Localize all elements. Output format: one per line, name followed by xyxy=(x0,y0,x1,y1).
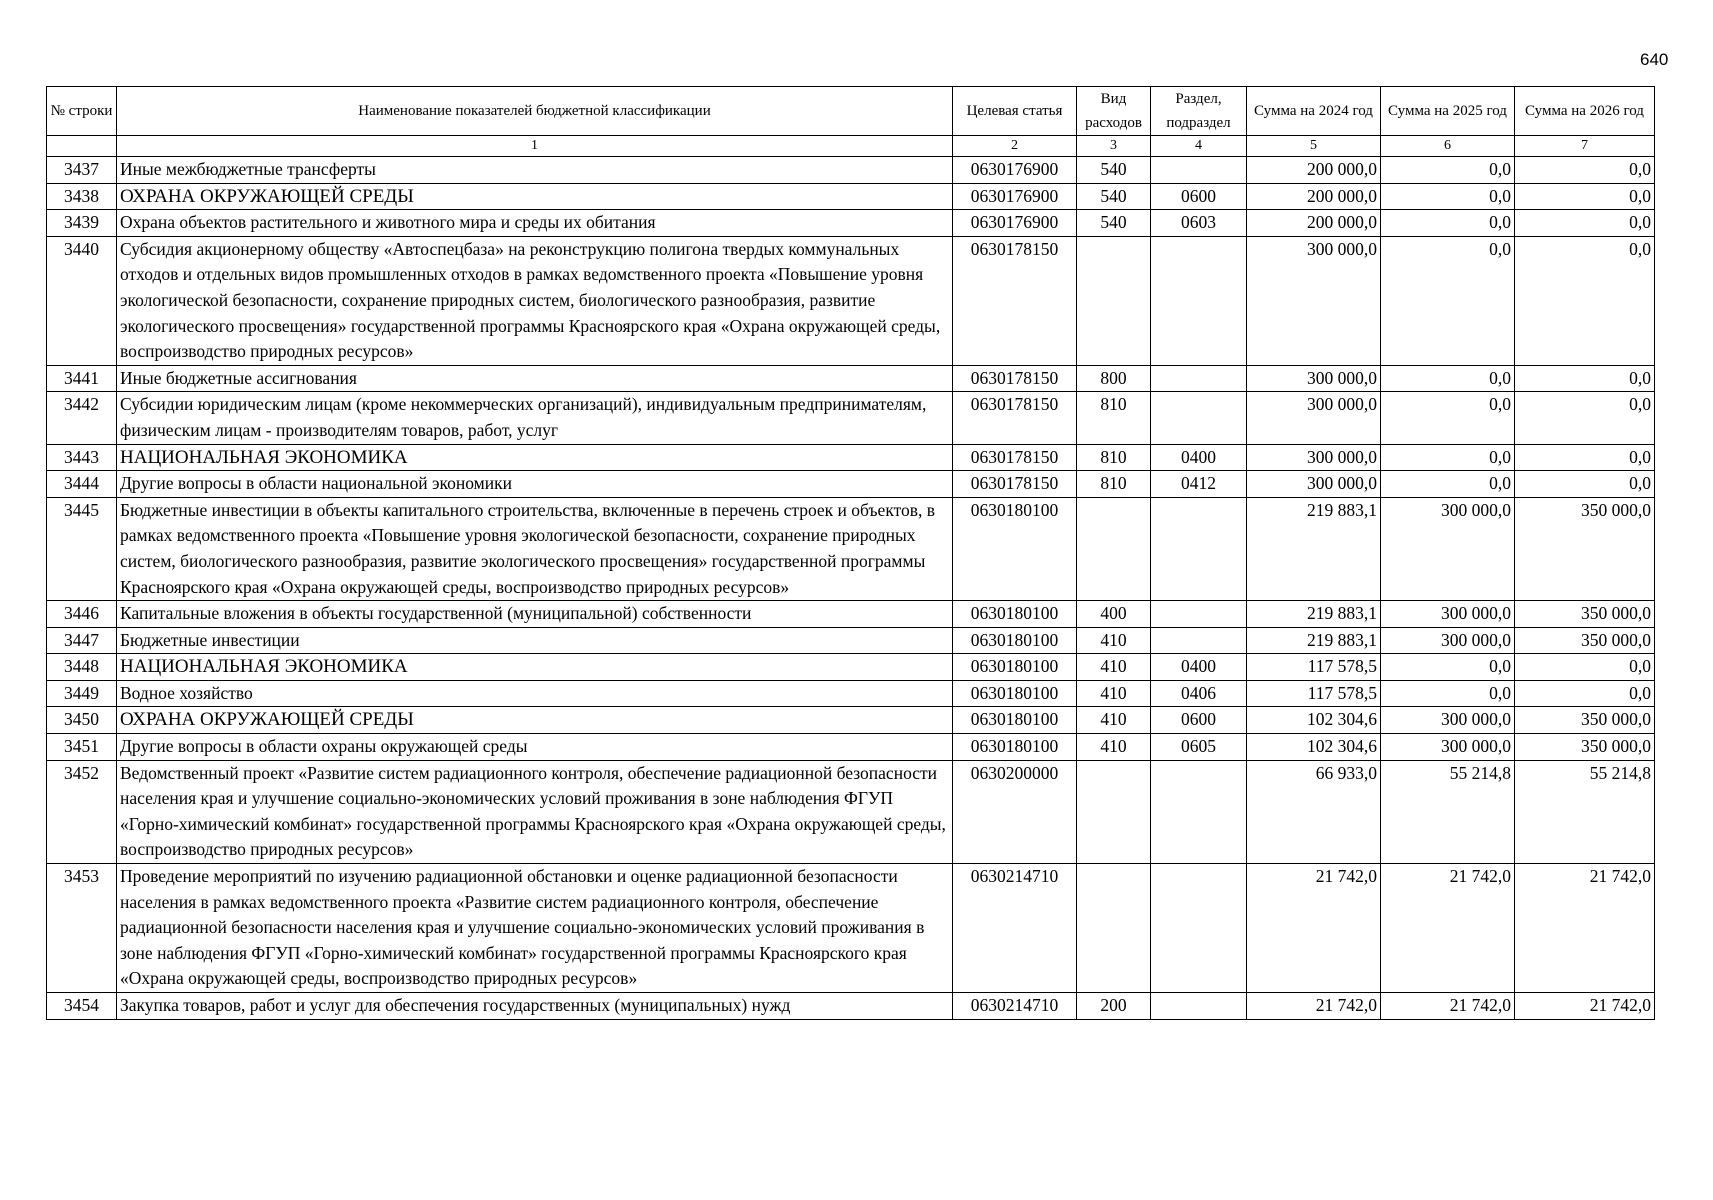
target-article-cell: 0630180100 xyxy=(953,601,1077,628)
expense-kind-cell: 540 xyxy=(1077,183,1151,210)
table-row xyxy=(47,707,1655,734)
table-row xyxy=(47,760,1655,863)
target-article-cell: 0630200000 xyxy=(953,760,1077,863)
sum-2026-cell: 350 000,0 xyxy=(1515,734,1655,761)
sum-2024-cell: 200 000,0 xyxy=(1247,210,1381,237)
sum-2024-cell: 300 000,0 xyxy=(1247,444,1381,471)
sum-2025-cell: 300 000,0 xyxy=(1381,707,1515,734)
row-number-cell: 3448 xyxy=(47,654,117,681)
sum-2025-cell: 0,0 xyxy=(1381,471,1515,498)
column-number: 7 xyxy=(1515,136,1655,157)
indicator-name-cell: ОХРАНА ОКРУЖАЮЩЕЙ СРЕДЫ xyxy=(117,183,953,210)
table-row xyxy=(47,157,1655,184)
table-row xyxy=(47,864,1655,993)
row-number-cell: 3437 xyxy=(47,157,117,184)
sum-2025-cell: 300 000,0 xyxy=(1381,627,1515,654)
row-number-cell: 3454 xyxy=(47,993,117,1020)
indicator-name-cell: Субсидии юридическим лицам (кроме некоммерческих организаций), индивидуальным предпринимателям, физическим лицам - производителям товаров, работ, услуг xyxy=(117,392,953,444)
sum-2024-cell: 200 000,0 xyxy=(1247,157,1381,184)
sum-2024-cell: 300 000,0 xyxy=(1247,236,1381,365)
expense-kind-cell xyxy=(1077,760,1151,863)
section-cell: 0600 xyxy=(1151,183,1247,210)
indicator-name-cell: ОХРАНА ОКРУЖАЮЩЕЙ СРЕДЫ xyxy=(117,707,953,734)
sum-2026-cell: 0,0 xyxy=(1515,236,1655,365)
target-article-cell: 0630180100 xyxy=(953,734,1077,761)
sum-2026-cell: 350 000,0 xyxy=(1515,601,1655,628)
sum-2026-cell: 0,0 xyxy=(1515,210,1655,237)
sum-2024-cell: 300 000,0 xyxy=(1247,471,1381,498)
target-article-cell: 0630180100 xyxy=(953,680,1077,707)
sum-2024-cell: 117 578,5 xyxy=(1247,680,1381,707)
sum-2026-cell: 0,0 xyxy=(1515,392,1655,444)
section-cell: 0605 xyxy=(1151,734,1247,761)
section-cell xyxy=(1151,760,1247,863)
expense-kind-cell xyxy=(1077,236,1151,365)
sum-2025-cell: 300 000,0 xyxy=(1381,601,1515,628)
indicator-name-cell: Капитальные вложения в объекты государственной (муниципальной) собственности xyxy=(117,601,953,628)
indicator-name-cell: Другие вопросы в области охраны окружающей среды xyxy=(117,734,953,761)
target-article-cell: 0630178150 xyxy=(953,471,1077,498)
sum-2025-cell: 300 000,0 xyxy=(1381,497,1515,600)
table-row xyxy=(47,680,1655,707)
header-sum-2024: Сумма на 2024 год xyxy=(1247,87,1381,136)
indicator-name-cell: Закупка товаров, работ и услуг для обеспечения государственных (муниципальных) нужд xyxy=(117,993,953,1020)
section-cell xyxy=(1151,392,1247,444)
sum-2024-cell: 117 578,5 xyxy=(1247,654,1381,681)
table-row xyxy=(47,601,1655,628)
row-number-cell: 3440 xyxy=(47,236,117,365)
sum-2026-cell: 21 742,0 xyxy=(1515,993,1655,1020)
sum-2024-cell: 66 933,0 xyxy=(1247,760,1381,863)
table-row xyxy=(47,236,1655,365)
table-row xyxy=(47,365,1655,392)
section-cell xyxy=(1151,365,1247,392)
column-number: 5 xyxy=(1247,136,1381,157)
table-row xyxy=(47,734,1655,761)
row-number-cell: 3453 xyxy=(47,864,117,993)
target-article-cell: 0630180100 xyxy=(953,627,1077,654)
table-row xyxy=(47,627,1655,654)
expense-kind-cell: 410 xyxy=(1077,627,1151,654)
table-row xyxy=(47,392,1655,444)
sum-2025-cell: 0,0 xyxy=(1381,157,1515,184)
sum-2026-cell: 0,0 xyxy=(1515,444,1655,471)
expense-kind-cell xyxy=(1077,864,1151,993)
sum-2025-cell: 21 742,0 xyxy=(1381,864,1515,993)
table-row xyxy=(47,471,1655,498)
indicator-name-cell: Проведение мероприятий по изучению радиационной обстановки и оценке радиационной безопасности населения в рамках ведомственного проекта «Развитие систем радиационного контроля, обеспечение радиационной безопасности населения края и улучшение социально-экономических условий проживания в зоне наблюдения ФГУП «Горно-химический комбинат» государственной программы Красноярского края «Охрана окружающей среды, воспроизводство природных ресурсов» xyxy=(117,864,953,993)
section-cell xyxy=(1151,236,1247,365)
column-number: 3 xyxy=(1077,136,1151,157)
section-cell: 0603 xyxy=(1151,210,1247,237)
section-cell xyxy=(1151,157,1247,184)
indicator-name-cell: НАЦИОНАЛЬНАЯ ЭКОНОМИКА xyxy=(117,654,953,681)
sum-2024-cell: 219 883,1 xyxy=(1247,497,1381,600)
sum-2026-cell: 350 000,0 xyxy=(1515,707,1655,734)
target-article-cell: 0630214710 xyxy=(953,864,1077,993)
row-number-cell: 3451 xyxy=(47,734,117,761)
section-cell xyxy=(1151,601,1247,628)
target-article-cell: 0630180100 xyxy=(953,707,1077,734)
target-article-cell: 0630178150 xyxy=(953,444,1077,471)
row-number-cell: 3438 xyxy=(47,183,117,210)
column-number xyxy=(47,136,117,157)
sum-2025-cell: 21 742,0 xyxy=(1381,993,1515,1020)
sum-2024-cell: 21 742,0 xyxy=(1247,993,1381,1020)
expense-kind-cell: 410 xyxy=(1077,680,1151,707)
indicator-name-cell: Охрана объектов растительного и животного мира и среды их обитания xyxy=(117,210,953,237)
target-article-cell: 0630180100 xyxy=(953,654,1077,681)
expense-kind-cell xyxy=(1077,497,1151,600)
section-cell: 0412 xyxy=(1151,471,1247,498)
table-row xyxy=(47,497,1655,600)
sum-2025-cell: 300 000,0 xyxy=(1381,734,1515,761)
row-number-cell: 3439 xyxy=(47,210,117,237)
sum-2026-cell: 0,0 xyxy=(1515,183,1655,210)
header-expense-kind: Вид расходов xyxy=(1077,87,1151,136)
sum-2026-cell: 0,0 xyxy=(1515,365,1655,392)
sum-2026-cell: 350 000,0 xyxy=(1515,627,1655,654)
row-number-cell: 3452 xyxy=(47,760,117,863)
row-number-cell: 3443 xyxy=(47,444,117,471)
section-cell: 0600 xyxy=(1151,707,1247,734)
sum-2025-cell: 0,0 xyxy=(1381,654,1515,681)
row-number-cell: 3444 xyxy=(47,471,117,498)
sum-2024-cell: 21 742,0 xyxy=(1247,864,1381,993)
sum-2024-cell: 300 000,0 xyxy=(1247,365,1381,392)
sum-2025-cell: 0,0 xyxy=(1381,210,1515,237)
sum-2026-cell: 350 000,0 xyxy=(1515,497,1655,600)
column-number-row xyxy=(47,136,1655,157)
section-cell: 0400 xyxy=(1151,654,1247,681)
expense-kind-cell: 410 xyxy=(1077,654,1151,681)
indicator-name-cell: Субсидия акционерному обществу «Автоспецбаза» на реконструкцию полигона твердых коммунальных отходов и отдельных видов промышленных отходов в рамках ведомственного проекта «Повышение уровня экологической безопасности, сохранение природных систем, биологического разнообразия, развитие экологического просвещения» государственной программы Красноярского края «Охрана окружающей среды, воспроизводство природных ресурсов» xyxy=(117,236,953,365)
target-article-cell: 0630214710 xyxy=(953,993,1077,1020)
expense-kind-cell: 410 xyxy=(1077,707,1151,734)
indicator-name-cell: Водное хозяйство xyxy=(117,680,953,707)
expense-kind-cell: 810 xyxy=(1077,392,1151,444)
sum-2024-cell: 102 304,6 xyxy=(1247,734,1381,761)
target-article-cell: 0630178150 xyxy=(953,392,1077,444)
column-number: 4 xyxy=(1151,136,1247,157)
indicator-name-cell: НАЦИОНАЛЬНАЯ ЭКОНОМИКА xyxy=(117,444,953,471)
sum-2024-cell: 219 883,1 xyxy=(1247,601,1381,628)
target-article-cell: 0630176900 xyxy=(953,210,1077,237)
section-cell xyxy=(1151,864,1247,993)
indicator-name-cell: Бюджетные инвестиции в объекты капитального строительства, включенные в перечень строек и объектов, в рамках ведомственного проекта «Повышение уровня экологической безопасности, сохранение природных систем, биологического разнообразия, развитие экологического просвещения» государственной программы Красноярского края «Охрана окружающей среды, воспроизводство природных ресурсов» xyxy=(117,497,953,600)
sum-2025-cell: 0,0 xyxy=(1381,365,1515,392)
target-article-cell: 0630178150 xyxy=(953,365,1077,392)
sum-2026-cell: 0,0 xyxy=(1515,471,1655,498)
expense-kind-cell: 810 xyxy=(1077,471,1151,498)
sum-2026-cell: 0,0 xyxy=(1515,654,1655,681)
target-article-cell: 0630176900 xyxy=(953,157,1077,184)
header-sum-2025: Сумма на 2025 год xyxy=(1381,87,1515,136)
sum-2025-cell: 55 214,8 xyxy=(1381,760,1515,863)
section-cell: 0400 xyxy=(1151,444,1247,471)
header-name: Наименование показателей бюджетной классификации xyxy=(117,87,953,136)
page-number: 640 xyxy=(1640,50,1669,69)
budget-table xyxy=(46,86,1655,1020)
table-row xyxy=(47,210,1655,237)
indicator-name-cell: Иные бюджетные ассигнования xyxy=(117,365,953,392)
indicator-name-cell: Другие вопросы в области национальной экономики xyxy=(117,471,953,498)
sum-2024-cell: 200 000,0 xyxy=(1247,183,1381,210)
column-number: 6 xyxy=(1381,136,1515,157)
indicator-name-cell: Ведомственный проект «Развитие систем радиационного контроля, обеспечение радиационной безопасности населения края и улучшение социально-экономических условий проживания в зоне наблюдения ФГУП «Горно-химический комбинат» государственной программы Красноярского края «Охрана окружающей среды, воспроизводство природных ресурсов» xyxy=(117,760,953,863)
expense-kind-cell: 410 xyxy=(1077,734,1151,761)
header-target-article: Целевая статья xyxy=(953,87,1077,136)
row-number-cell: 3447 xyxy=(47,627,117,654)
section-cell xyxy=(1151,497,1247,600)
sum-2026-cell: 0,0 xyxy=(1515,157,1655,184)
row-number-cell: 3441 xyxy=(47,365,117,392)
expense-kind-cell: 200 xyxy=(1077,993,1151,1020)
section-cell xyxy=(1151,627,1247,654)
sum-2026-cell: 21 742,0 xyxy=(1515,864,1655,993)
expense-kind-cell: 810 xyxy=(1077,444,1151,471)
sum-2024-cell: 300 000,0 xyxy=(1247,392,1381,444)
row-number-cell: 3446 xyxy=(47,601,117,628)
header-row-number: № строки xyxy=(47,87,117,136)
sum-2025-cell: 0,0 xyxy=(1381,183,1515,210)
indicator-name-cell: Иные межбюджетные трансферты xyxy=(117,157,953,184)
sum-2024-cell: 102 304,6 xyxy=(1247,707,1381,734)
row-number-cell: 3445 xyxy=(47,497,117,600)
expense-kind-cell: 540 xyxy=(1077,210,1151,237)
table-row xyxy=(47,183,1655,210)
target-article-cell: 0630176900 xyxy=(953,183,1077,210)
sum-2025-cell: 0,0 xyxy=(1381,392,1515,444)
expense-kind-cell: 800 xyxy=(1077,365,1151,392)
expense-kind-cell: 400 xyxy=(1077,601,1151,628)
header-section: Раздел, подраздел xyxy=(1151,87,1247,136)
section-cell: 0406 xyxy=(1151,680,1247,707)
row-number-cell: 3449 xyxy=(47,680,117,707)
column-number: 1 xyxy=(117,136,953,157)
row-number-cell: 3442 xyxy=(47,392,117,444)
expense-kind-cell: 540 xyxy=(1077,157,1151,184)
table-row xyxy=(47,993,1655,1020)
row-number-cell: 3450 xyxy=(47,707,117,734)
sum-2025-cell: 0,0 xyxy=(1381,680,1515,707)
table-row xyxy=(47,444,1655,471)
sum-2026-cell: 0,0 xyxy=(1515,680,1655,707)
sum-2025-cell: 0,0 xyxy=(1381,236,1515,365)
table-row xyxy=(47,654,1655,681)
header-sum-2026: Сумма на 2026 год xyxy=(1515,87,1655,136)
column-number: 2 xyxy=(953,136,1077,157)
section-cell xyxy=(1151,993,1247,1020)
sum-2025-cell: 0,0 xyxy=(1381,444,1515,471)
target-article-cell: 0630180100 xyxy=(953,497,1077,600)
sum-2024-cell: 219 883,1 xyxy=(1247,627,1381,654)
sum-2026-cell: 55 214,8 xyxy=(1515,760,1655,863)
target-article-cell: 0630178150 xyxy=(953,236,1077,365)
indicator-name-cell: Бюджетные инвестиции xyxy=(117,627,953,654)
